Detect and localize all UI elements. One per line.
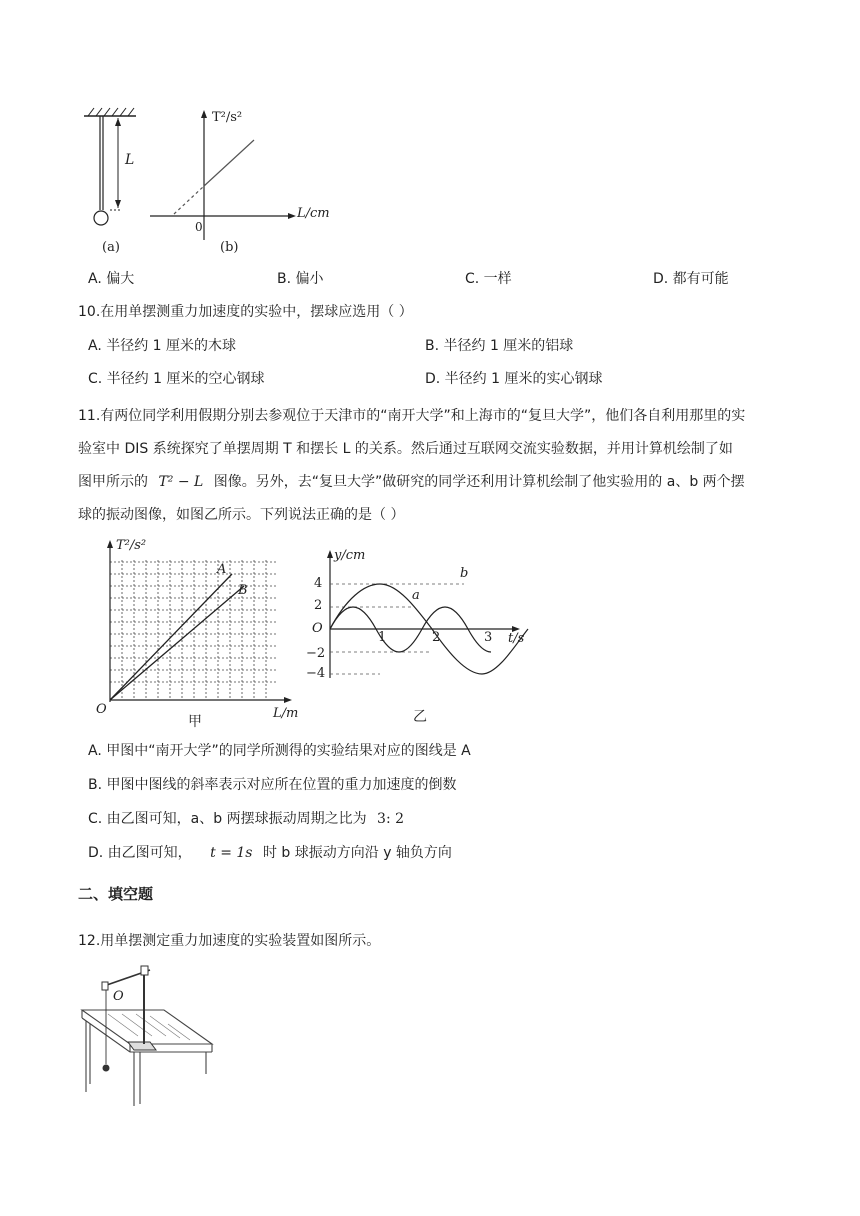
q11-option-d-suffix: 时 b 球振动方向沿 y 轴负方向 xyxy=(262,845,452,861)
figure-yi-curve-b-label: b xyxy=(460,566,469,581)
q10-option-c[interactable]: C. 半径约 1 厘米的空心钢球 xyxy=(88,371,265,387)
figure-pendulum-a xyxy=(80,104,140,254)
figure-jia-caption: 甲 xyxy=(188,714,202,730)
q11-option-a[interactable]: A. 甲图中“南开大学”的同学所测得的实验结果对应的图线是 A xyxy=(88,743,471,759)
q11-line3-suffix: 图像。另外，去“复旦大学”做研究的同学还利用计算机绘制了他实验用的 a、b 两个摆 xyxy=(213,474,745,490)
q10-option-b[interactable]: B. 半径约 1 厘米的铝球 xyxy=(425,338,574,354)
figure-b-origin: 0 xyxy=(195,220,203,234)
figure-jia-line-b-label: B xyxy=(238,583,248,598)
figure-pendulum-apparatus xyxy=(78,964,218,1109)
figure-yi-tick-neg4: −4 xyxy=(306,666,326,681)
figure-a-length-label: L xyxy=(125,152,135,168)
figure-b-x-axis-label: L/cm xyxy=(297,206,330,221)
q11-stem-line-3 xyxy=(78,469,745,495)
figure-yi-curve-a-label: a xyxy=(412,588,420,603)
section-title-fill-in: 二、填空题 xyxy=(78,885,154,903)
figure-jia-x-axis-label: L/m xyxy=(273,706,299,721)
figure-apparatus-o-label: O xyxy=(113,989,124,1004)
q10-option-d[interactable]: D. 半径约 1 厘米的实心钢球 xyxy=(425,371,603,387)
q12-stem: 12.用单摆测定重力加速度的实验装置如图所示。 xyxy=(78,933,381,949)
q11-option-d[interactable] xyxy=(88,843,452,863)
q11-option-c-ratio: 3: 2 xyxy=(377,811,405,827)
figure-a-caption: (a) xyxy=(102,240,120,255)
figure-yi-x-axis-label: t/s xyxy=(508,631,525,646)
figure-yi-xtick-3: 3 xyxy=(484,630,493,645)
figure-yi-xtick-1: 1 xyxy=(378,630,387,645)
q9-option-a[interactable]: A. 偏大 xyxy=(88,271,135,287)
q10-stem: 10.在用单摆测重力加速度的实验中，摆球应选用（ ） xyxy=(78,304,413,320)
figure-b-caption: (b) xyxy=(220,240,239,255)
q11-option-d-time: t = 1s xyxy=(210,845,253,861)
figure-jia-graph xyxy=(92,538,302,708)
figure-yi-y-axis-label: y/cm xyxy=(334,548,366,563)
figure-yi-tick-neg2: −2 xyxy=(306,646,326,661)
q11-option-c-text: C. 由乙图可知，a、b 两摆球振动周期之比为 xyxy=(88,811,367,827)
q11-line3-prefix: 图甲所示的 xyxy=(78,474,148,490)
figure-yi-origin: O xyxy=(312,621,323,636)
q9-option-c[interactable]: C. 一样 xyxy=(465,271,512,287)
q11-stem-line-1: 11.有两位同学利用假期分别去参观位于天津市的“南开大学”和上海市的“复旦大学”，他们各自利用那里的实 xyxy=(78,408,746,424)
q9-option-d[interactable]: D. 都有可能 xyxy=(653,271,729,287)
figure-yi-xtick-2: 2 xyxy=(432,630,441,645)
figure-b-t2-l-graph xyxy=(148,108,338,248)
figure-b-y-axis-label: T²/s² xyxy=(212,110,243,125)
q11-stem-line-4: 球的振动图像，如图乙所示。下列说法正确的是（ ） xyxy=(78,507,405,523)
q9-option-b[interactable]: B. 偏小 xyxy=(277,271,324,287)
figure-jia-line-a-label: A xyxy=(217,562,227,577)
figure-yi-tick-2: 2 xyxy=(314,598,323,613)
q11-option-d-text: D. 由乙图可知， xyxy=(88,845,192,861)
q11-option-c[interactable] xyxy=(88,809,404,829)
figure-yi-graph xyxy=(310,548,530,688)
q10-option-a[interactable]: A. 半径约 1 厘米的木球 xyxy=(88,338,237,354)
figure-jia-y-axis-label: T²/s² xyxy=(116,538,147,553)
q11-stem-line-2: 验室中 DIS 系统探究了单摆周期 T 和摆长 L 的关系。然后通过互联网交流实验数据，并用计算机绘制了如 xyxy=(78,441,733,457)
figure-yi-caption: 乙 xyxy=(413,709,427,725)
figure-jia-origin: O xyxy=(96,702,107,717)
figure-yi-tick-4: 4 xyxy=(314,576,323,591)
q11-formula: T² − L xyxy=(158,474,204,490)
q11-option-b[interactable]: B. 甲图中图线的斜率表示对应所在位置的重力加速度的倒数 xyxy=(88,777,457,793)
